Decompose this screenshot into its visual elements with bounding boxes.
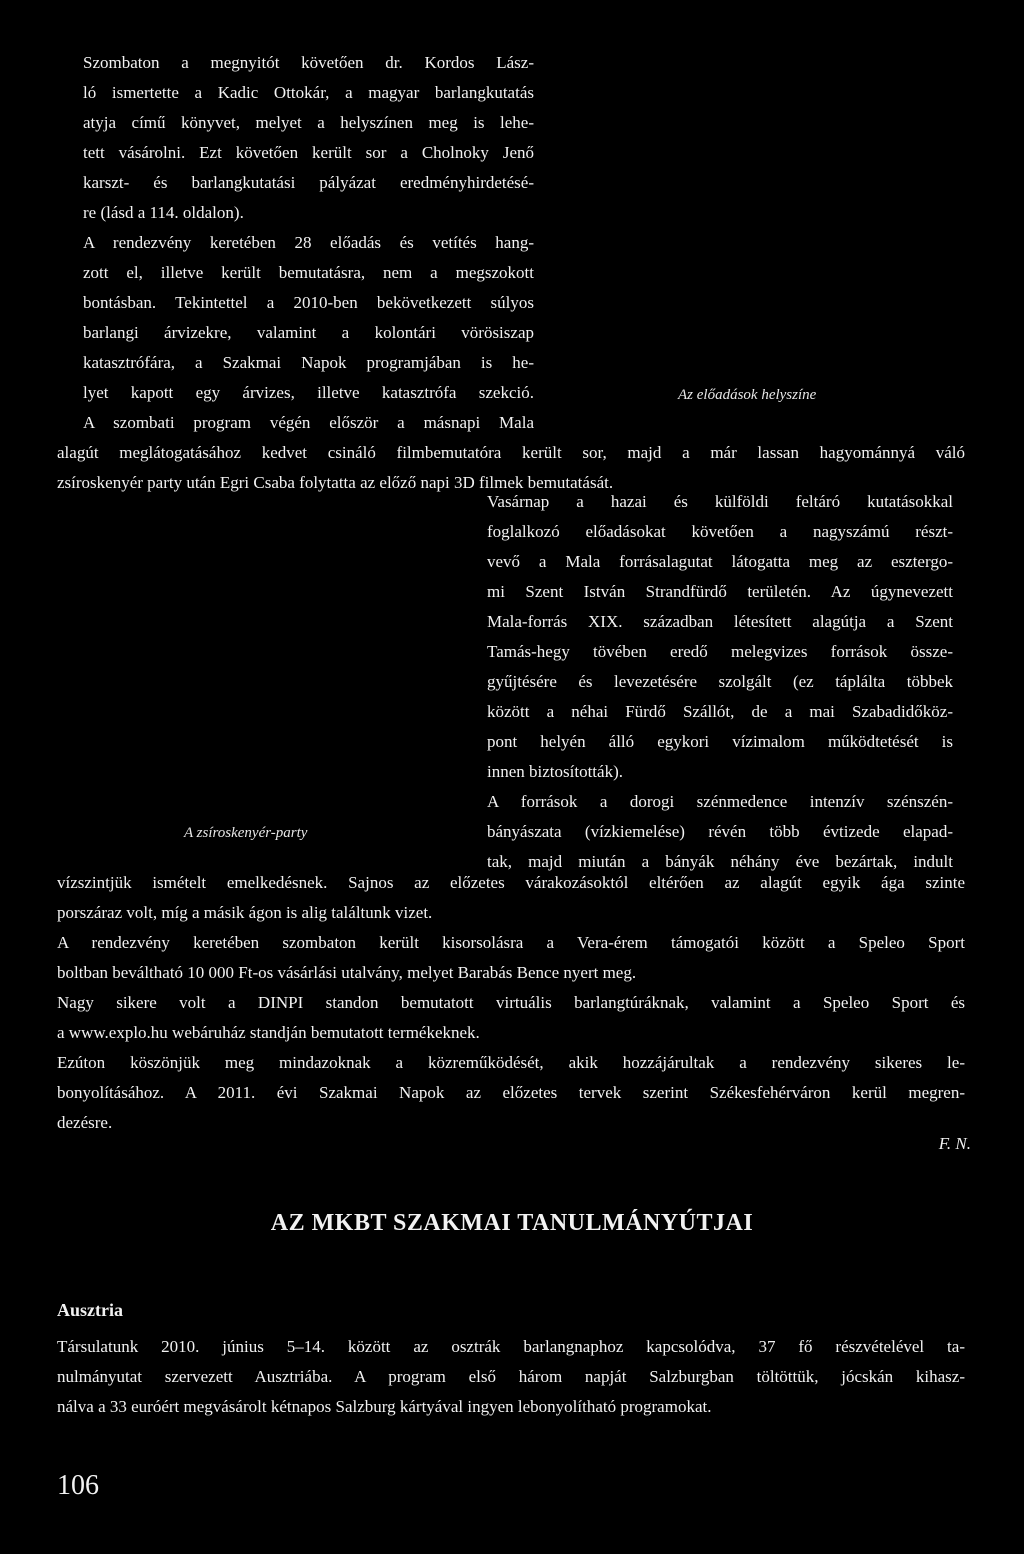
text-line: Nagy sikere volt a DINPI standon bemutatott virtuális barlangtúráknak, valamint a Speleo Sport és [57, 993, 965, 1012]
text-line: pont helyén álló egykori vízimalom működtetését is [487, 732, 953, 751]
text-line: vevő a Mala forrásalagutat látogatta meg az esztergo- [487, 552, 953, 571]
text-line: foglalkozó előadásokat követően a nagyszámú részt- [487, 522, 953, 541]
text-line: tett vásárolni. Ezt követően került sor a Cholnoky Jenő [83, 143, 534, 162]
subsection-heading: Ausztria [57, 1300, 123, 1320]
text-line: Szombaton a megnyitót követően dr. Kordos Lász- [83, 53, 534, 72]
text-line: nulmányutat szervezett Ausztriába. A program első három napját Salzburgban töltöttük, jócskán kihasz- [57, 1367, 965, 1386]
text-line: karszt- és barlangkutatási pályázat eredményhirdetésé- [83, 173, 534, 192]
text-line: A rendezvény keretében szombaton került kisorsolásra a Vera-érem támogatói között a Speleo Sport [57, 933, 965, 952]
text-line: A rendezvény keretében 28 előadás és vetítés hang- [83, 233, 534, 252]
text-line: gyűjtésére és levezetésére szolgált (ez táplálta többek [487, 672, 953, 691]
text-line: között a néhai Fürdő Szállót, de a mai Szabadidőköz- [487, 702, 953, 721]
text-line: bányászata (vízkiemelése) révén több évtizede elapad- [487, 822, 953, 841]
text-line: zott el, illetve került bemutatásra, nem a megszokott [83, 263, 534, 282]
text-line: dezésre. [57, 1113, 113, 1132]
text-line: porszáraz volt, míg a másik ágon is alig találtunk vizet. [57, 903, 433, 922]
text-line: katasztrófára, a Szakmai Napok programjában is he- [83, 353, 534, 372]
text-line: vízszintjük ismételt emelkedésnek. Sajnos az előzetes várakozásoktól eltérően az alagút egyik ága szinte [57, 873, 965, 892]
text-line: a www.explo.hu webáruház standján bemutatott termékeknek. [57, 1023, 480, 1042]
text-line: innen biztosították). [487, 762, 623, 781]
author-signature: F. N. [938, 1134, 971, 1153]
text-line: Társulatunk 2010. június 5–14. között az osztrák barlangnaphoz kapcsolódva, 37 fő részvételével ta- [57, 1337, 965, 1356]
text-line: alagút meglátogatásához kedvet csináló filmbemutatóra került sor, majd a már lassan hagyománnyá váló [57, 443, 965, 462]
text-line: tak, majd miután a bányák néhány éve bezártak, indult [487, 852, 953, 871]
text-line: ló ismertette a Kadic Ottokár, a magyar barlangkutatás [83, 83, 534, 102]
text-line: boltban beváltható 10 000 Ft-os vásárlási utalvány, melyet Barabás Bence nyert meg. [57, 963, 637, 982]
text-line: lyet kapott egy árvizes, illetve katasztrófa szekció. [83, 383, 534, 402]
section-heading: AZ MKBT SZAKMAI TANULMÁNYÚTJAI [270, 1210, 754, 1236]
text-line: mi Szent István Strandfürdő területén. Az úgynevezett [487, 582, 953, 601]
text-line: Ezúton köszönjük meg mindazoknak a közreműködését, akik hozzájárultak a rendezvény sikeres le- [57, 1053, 965, 1072]
text-line: Vasárnap a hazai és külföldi feltáró kutatásokkal [487, 492, 953, 511]
text-line: barlangi árvizekre, valamint a kolontári vörösiszap [83, 323, 534, 342]
photo-caption-presenters: Az előadások helyszíne [678, 387, 817, 403]
text-line: bonyolításához. A 2011. évi Szakmai Napok az előzetes tervek szerint Székesfehérváron kerül megren- [57, 1083, 965, 1102]
text-line: nálva a 33 euróért megvásárolt kétnapos Salzburg kártyával ingyen lebonyolítható programokat. [57, 1397, 712, 1416]
text-line: A források a dorogi szénmedence intenzív szénszén- [487, 792, 953, 811]
text-line: Tamás-hegy tövében eredő melegvizes források össze- [487, 642, 953, 661]
text-line: bontásban. Tekintettel a 2010-ben bekövetkezett súlyos [83, 293, 534, 312]
photo-caption-party: A zsíroskenyér-party [184, 825, 308, 841]
text-line: Mala-forrás XIX. században létesített alagútja a Szent [487, 612, 953, 631]
page-number: 106 [57, 1470, 99, 1501]
text-line: A szombati program végén először a másnapi Mala [83, 413, 534, 432]
text-line: atyja című könyvet, melyet a helyszínen meg is lehe- [83, 113, 534, 132]
text-line: zsíroskenyér party után Egri Csaba folytatta az előző napi 3D filmek bemutatását. [57, 473, 614, 492]
text-line: re (lásd a 114. oldalon). [83, 203, 244, 222]
